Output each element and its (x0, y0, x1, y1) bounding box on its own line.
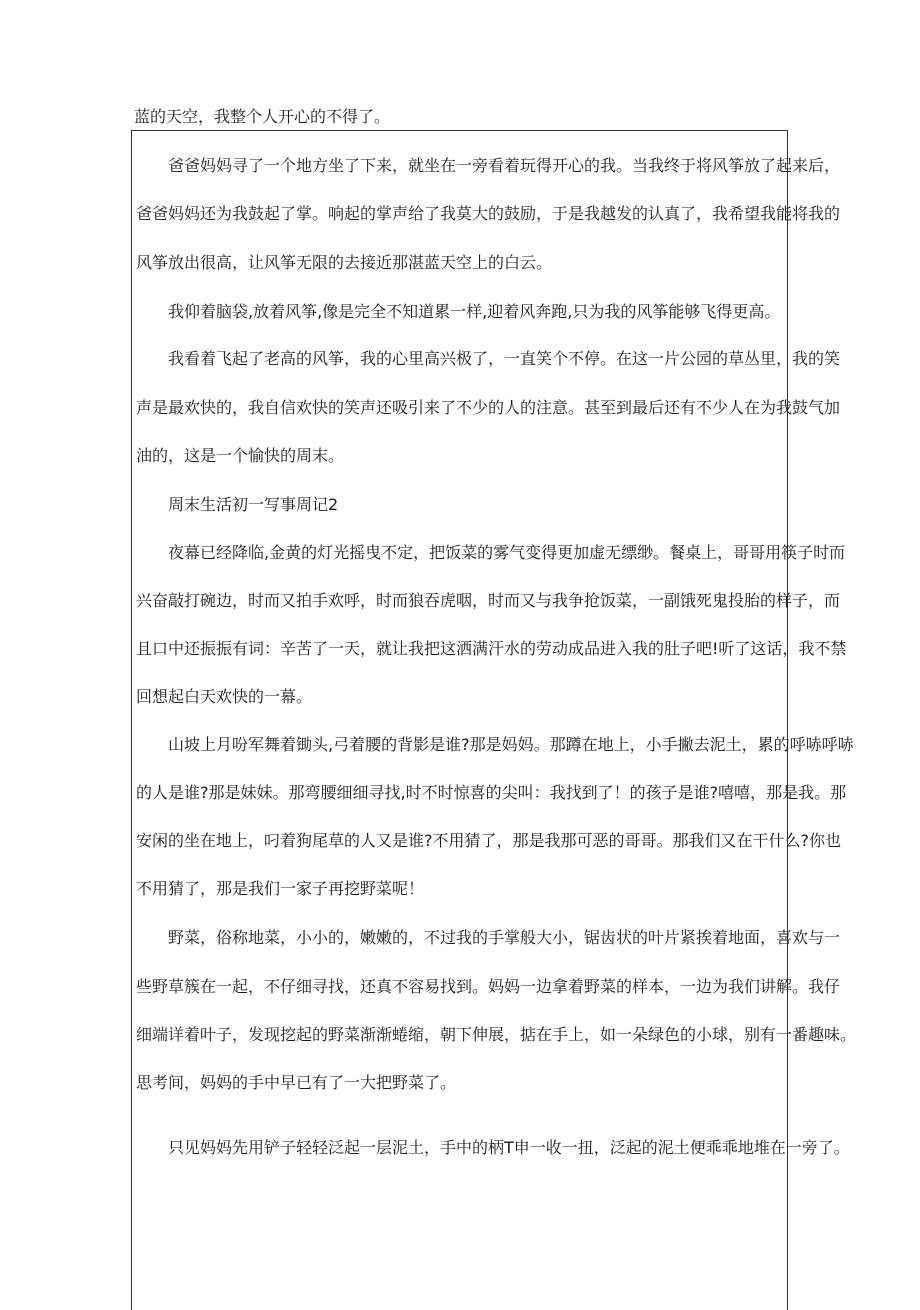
text-line: 油的，这是一个愉快的周末。 (136, 446, 345, 465)
text-line: 安闲的坐在地上，叼着狗尾草的人又是谁?不用猜了，那是我那可恶的哥哥。那我们又在干什么?你也 (136, 831, 841, 850)
text-line: 风筝放出很高，让风筝无限的去接近那湛蓝天空上的白云。 (136, 253, 553, 272)
heading-text: 周末生活初一写事周记2 (168, 495, 339, 514)
text-line: 的人是谁?那是妹妹。那弯腰细细寻找,时不时惊喜的尖叫：我找到了！的孩子是谁?嘻嘻，那是我。那 (136, 783, 847, 802)
text-line: 思考间，妈妈的手中早已有了一大把野菜了。 (136, 1073, 457, 1092)
text-line: 细端详着叶子，发现挖起的野菜渐渐蜷缩，朝下伸展，掂在手上，如一朵绿色的小球，别有一番趣味。 (136, 1025, 857, 1044)
text-line: 我看着飞起了老高的风筝，我的心里高兴极了，一直笑个不停。在这一片公园的草丛里，我的笑 (168, 349, 841, 368)
text-line: 只见妈妈先用铲子轻轻泛起一层泥土，手中的柄T申一收一扭，泛起的泥土便乖乖地堆在一旁了。 (168, 1138, 850, 1157)
text-line: 些野草簇在一起，不仔细寻找，还真不容易找到。妈妈一边拿着野菜的样本，一边为我们讲解。我仔 (136, 977, 841, 996)
text-line: 且口中还振振有词：辛苦了一天，就让我把这洒满汗水的劳动成品进入我的肚子吧!听了这话，我不禁 (136, 639, 847, 658)
text-line: 爸爸妈妈还为我鼓起了掌。响起的掌声给了我莫大的鼓励，于是我越发的认真了，我希望我能将我的 (136, 204, 841, 223)
text-line: 兴奋敲打碗边，时而又拍手欢呼，时而狼吞虎咽，时而又与我争抢饭菜，一副饿死鬼投胎的样子，而 (136, 591, 841, 610)
text-line: 山坡上月吩军舞着锄头,弓着腰的背影是谁?那是妈妈。那蹲在地上，小手撇去泥土，累的呼哧呼哧 (168, 735, 854, 754)
text-line: 我仰着脑袋,放着风筝,像是完全不知道累一样,迎着风奔跑,只为我的风筝能够飞得更高。 (168, 302, 781, 321)
text-line: 野菜，俗称地菜，小小的，嫩嫩的，不过我的手掌般大小，锯齿状的叶片紧挨着地面，喜欢与一 (168, 928, 841, 947)
continuation-line: 蓝的天空，我整个人开心的不得了。 (134, 107, 391, 126)
text-line: 回想起白天欢快的一幕。 (136, 687, 313, 706)
text-line: 声是最欢快的，我自信欢快的笑声还吸引来了不少的人的注意。甚至到最后还有不少人在为我鼓气加 (136, 398, 841, 417)
text-line: 爸爸妈妈寻了一个地方坐了下来，就坐在一旁看着玩得开心的我。当我终于将风筝放了起来后， (168, 156, 841, 175)
text-line: 不用猜了，那是我们一家子再挖野菜呢！ (136, 879, 425, 898)
text-line: 夜幕已经降临,金黄的灯光摇曳不定，把饭菜的雾气变得更加虚无缥缈。餐桌上，哥哥用筷子时而 (168, 543, 846, 562)
article-text-frame (131, 130, 857, 1310)
